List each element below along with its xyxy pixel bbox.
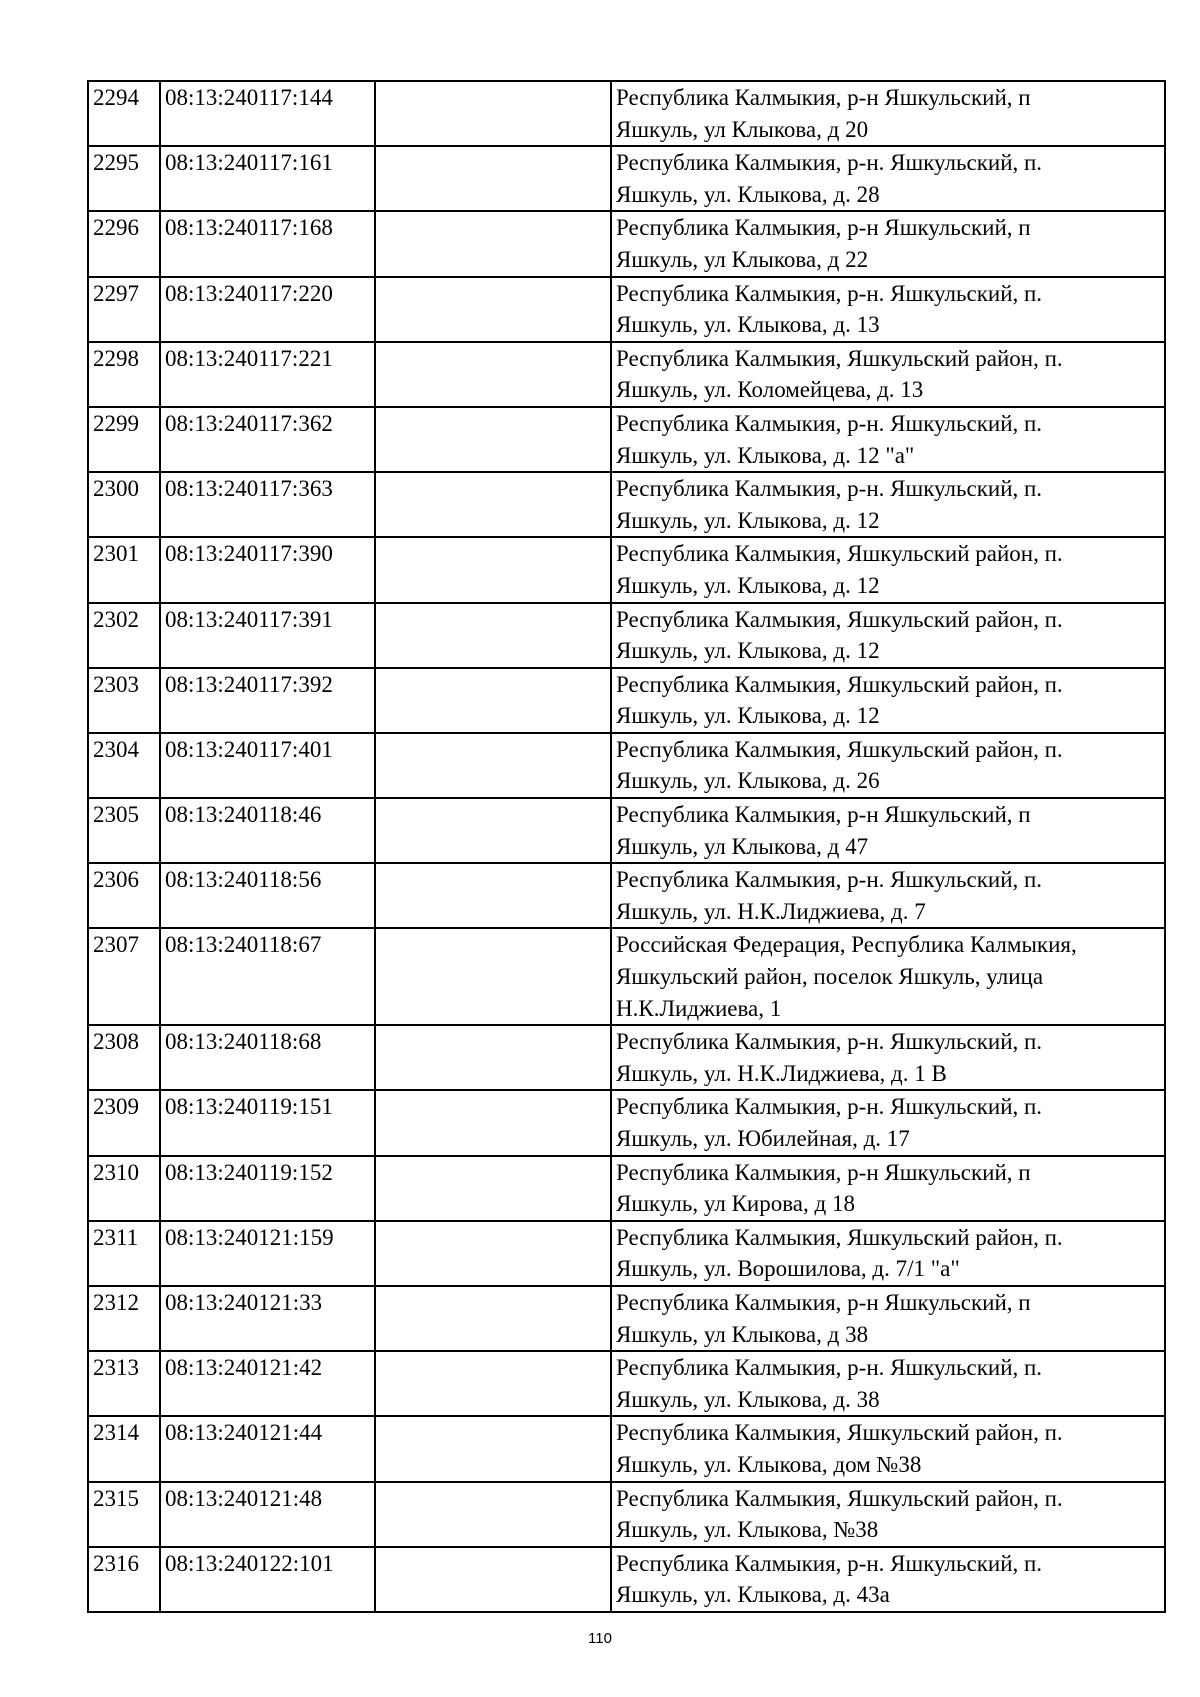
- empty-cell: [375, 1286, 611, 1351]
- address-line: Яшкуль, ул. Н.К.Лиджиева, д. 1 В: [616, 1060, 947, 1086]
- address-line: Яшкуль, ул. Клыкова, д. 12: [616, 572, 880, 598]
- table-row: [88, 1286, 1165, 1351]
- address-line: Яшкульский район, поселок Яшкуль, улица: [616, 964, 1044, 990]
- empty-cell: [375, 211, 611, 276]
- cadastral-number-cell: 08:13:240117:161: [160, 146, 375, 211]
- table-row: [88, 146, 1165, 211]
- address-cell: [611, 733, 1165, 798]
- address-line: Яшкуль, ул. Клыкова, д. 38: [616, 1386, 880, 1412]
- cadastral-number-cell: 08:13:240117:144: [160, 81, 375, 146]
- address-cell: [611, 863, 1165, 928]
- cadastral-number-cell: 08:13:240117:391: [160, 603, 375, 668]
- address-cell: [611, 603, 1165, 668]
- table-row: [88, 1221, 1165, 1286]
- empty-cell: [375, 81, 611, 146]
- row-number-cell: 2295: [88, 146, 160, 211]
- address-line: Республика Калмыкия, р-н. Яшкульский, п.: [616, 1550, 1043, 1576]
- cadastral-number-cell: 08:13:240119:152: [160, 1156, 375, 1221]
- cadastral-number-cell: 08:13:240121:42: [160, 1351, 375, 1416]
- empty-cell: [375, 146, 611, 211]
- row-number-cell: 2308: [88, 1025, 160, 1090]
- table-row: [88, 668, 1165, 733]
- table-row: [88, 798, 1165, 863]
- table-row: [88, 277, 1165, 342]
- row-number-cell: 2304: [88, 733, 160, 798]
- address-line: Яшкуль, ул Клыкова, д 38: [616, 1321, 869, 1347]
- empty-cell: [375, 1351, 611, 1416]
- cadastral-number-cell: 08:13:240117:363: [160, 472, 375, 537]
- cadastral-number-cell: 08:13:240122:101: [160, 1547, 375, 1612]
- address-line: Республика Калмыкия, р-н Яшкульский, п: [616, 1289, 1031, 1315]
- property-table: [87, 80, 1166, 1613]
- address-line: Республика Калмыкия, р-н Яшкульский, п: [616, 802, 1031, 828]
- row-number-cell: 2294: [88, 81, 160, 146]
- table-row: [88, 211, 1165, 276]
- table-row: [88, 537, 1165, 602]
- empty-cell: [375, 928, 611, 1025]
- address-line: Республика Калмыкия, р-н Яшкульский, п: [616, 85, 1031, 110]
- address-cell: [611, 342, 1165, 407]
- address-line: Яшкуль, ул Клыкова, д 47: [616, 833, 869, 859]
- address-line: Яшкуль, ул. Клыкова, №38: [616, 1517, 879, 1543]
- address-line: Яшкуль, ул Клыкова, д 22: [616, 246, 869, 272]
- address-line: Яшкуль, ул Клыкова, д 20: [616, 116, 869, 142]
- empty-cell: [375, 1416, 611, 1481]
- cadastral-number-cell: 08:13:240121:44: [160, 1416, 375, 1481]
- table-row: [88, 1025, 1165, 1090]
- cadastral-number-cell: 08:13:240118:46: [160, 798, 375, 863]
- cadastral-number-cell: 08:13:240117:168: [160, 211, 375, 276]
- address-line: Республика Калмыкия, р-н. Яшкульский, п.: [616, 150, 1043, 176]
- row-number-cell: 2303: [88, 668, 160, 733]
- row-number-cell: 2313: [88, 1351, 160, 1416]
- empty-cell: [375, 277, 611, 342]
- row-number-cell: 2300: [88, 472, 160, 537]
- row-number-cell: 2296: [88, 211, 160, 276]
- empty-cell: [375, 603, 611, 668]
- address-line: Яшкуль, ул. Н.К.Лиджиева, д. 7: [616, 898, 926, 924]
- row-number-cell: 2311: [88, 1221, 160, 1286]
- address-cell: [611, 277, 1165, 342]
- empty-cell: [375, 733, 611, 798]
- row-number-cell: 2312: [88, 1286, 160, 1351]
- address-line: Республика Калмыкия, Яшкульский район, п.: [616, 1485, 1063, 1511]
- address-line: Республика Калмыкия, Яшкульский район, п.: [616, 671, 1063, 697]
- row-number-cell: 2305: [88, 798, 160, 863]
- address-line: Яшкуль, ул. Клыкова, д. 12: [616, 638, 880, 664]
- address-cell: [611, 1351, 1165, 1416]
- table-row: [88, 1156, 1165, 1221]
- address-cell: [611, 1156, 1165, 1221]
- address-line: Республика Калмыкия, Яшкульский район, п.: [616, 541, 1063, 567]
- address-line: Яшкуль, ул. Клыкова, д. 12: [616, 507, 880, 533]
- address-line: Яшкуль, ул. Клыкова, д. 43а: [616, 1582, 890, 1608]
- empty-cell: [375, 472, 611, 537]
- empty-cell: [375, 342, 611, 407]
- empty-cell: [375, 1090, 611, 1155]
- cadastral-number-cell: 08:13:240121:48: [160, 1482, 375, 1547]
- row-number-cell: 2314: [88, 1416, 160, 1481]
- row-number-cell: 2297: [88, 277, 160, 342]
- empty-cell: [375, 1482, 611, 1547]
- address-cell: [611, 81, 1165, 146]
- address-line: Яшкуль, ул. Клыкова, дом №38: [616, 1451, 922, 1477]
- cadastral-number-cell: 08:13:240117:220: [160, 277, 375, 342]
- address-line: Яшкуль, ул. Клыкова, д. 13: [616, 312, 880, 338]
- address-line: Н.К.Лиджиева, 1: [616, 995, 782, 1021]
- address-line: Республика Калмыкия, р-н. Яшкульский, п.: [616, 476, 1043, 502]
- table-row: [88, 1547, 1165, 1612]
- address-line: Яшкуль, ул. Клыкова, д. 12 "а": [616, 442, 915, 468]
- address-line: Яшкуль, ул. Юбилейная, д. 17: [616, 1126, 910, 1151]
- empty-cell: [375, 1156, 611, 1221]
- row-number-cell: 2310: [88, 1156, 160, 1221]
- address-cell: [611, 1221, 1165, 1286]
- table-row: [88, 342, 1165, 407]
- address-cell: [611, 1482, 1165, 1547]
- address-line: Республика Калмыкия, Яшкульский район, п.: [616, 736, 1063, 762]
- empty-cell: [375, 1221, 611, 1286]
- address-line: Республика Калмыкия, Яшкульский район, п.: [616, 606, 1063, 632]
- address-line: Республика Калмыкия, Яшкульский район, п.: [616, 345, 1063, 371]
- address-line: Республика Калмыкия, р-н. Яшкульский, п.: [616, 280, 1043, 306]
- row-number-cell: 2298: [88, 342, 160, 407]
- empty-cell: [375, 537, 611, 602]
- address-line: Республика Калмыкия, р-н. Яшкульский, п.: [616, 1355, 1043, 1381]
- address-line: Российская Федерация, Республика Калмыкия,: [616, 932, 1077, 958]
- empty-cell: [375, 863, 611, 928]
- address-line: Республика Калмыкия, р-н. Яшкульский, п.: [616, 1029, 1043, 1055]
- table-row: [88, 1090, 1165, 1155]
- row-number-cell: 2309: [88, 1090, 160, 1155]
- address-cell: [611, 472, 1165, 537]
- table-body: [88, 81, 1165, 1612]
- table-row: [88, 733, 1165, 798]
- cadastral-number-cell: 08:13:240117:362: [160, 407, 375, 472]
- cadastral-number-cell: 08:13:240121:159: [160, 1221, 375, 1286]
- row-number-cell: 2307: [88, 928, 160, 1025]
- cadastral-number-cell: 08:13:240118:56: [160, 863, 375, 928]
- address-line: Республика Калмыкия, р-н. Яшкульский, п.: [616, 867, 1043, 893]
- address-cell: [611, 668, 1165, 733]
- address-line: Республика Калмыкия, р-н Яшкульский, п: [616, 1159, 1031, 1185]
- address-line: Республика Калмыкия, р-н. Яшкульский, п.: [616, 1094, 1043, 1120]
- row-number-cell: 2316: [88, 1547, 160, 1612]
- address-line: Республика Калмыкия, Яшкульский район, п.: [616, 1224, 1063, 1250]
- empty-cell: [375, 407, 611, 472]
- address-cell: [611, 407, 1165, 472]
- address-line: Яшкуль, ул Кирова, д 18: [616, 1191, 855, 1217]
- empty-cell: [375, 668, 611, 733]
- cadastral-number-cell: 08:13:240117:221: [160, 342, 375, 407]
- empty-cell: [375, 1025, 611, 1090]
- address-line: Республика Калмыкия, Яшкульский район, п.: [616, 1420, 1063, 1446]
- address-cell: [611, 1025, 1165, 1090]
- address-line: Республика Калмыкия, р-н Яшкульский, п: [616, 215, 1031, 241]
- table-row: [88, 1482, 1165, 1547]
- address-cell: [611, 1090, 1165, 1155]
- address-line: Яшкуль, ул. Клыкова, д. 12: [616, 703, 880, 729]
- page-number: 110: [588, 1630, 612, 1647]
- address-cell: [611, 1416, 1165, 1481]
- table-row: [88, 472, 1165, 537]
- table-row: [88, 407, 1165, 472]
- cadastral-number-cell: 08:13:240117:401: [160, 733, 375, 798]
- cadastral-number-cell: 08:13:240117:392: [160, 668, 375, 733]
- table-row: [88, 1351, 1165, 1416]
- address-cell: [611, 928, 1165, 1025]
- address-cell: [611, 1547, 1165, 1612]
- address-line: Яшкуль, ул. Ворошилова, д. 7/1 "а": [616, 1256, 960, 1282]
- row-number-cell: 2306: [88, 863, 160, 928]
- cadastral-number-cell: 08:13:240121:33: [160, 1286, 375, 1351]
- row-number-cell: 2315: [88, 1482, 160, 1547]
- cadastral-number-cell: 08:13:240117:390: [160, 537, 375, 602]
- address-line: Яшкуль, ул. Клыкова, д. 28: [616, 181, 880, 207]
- address-line: Республика Калмыкия, р-н. Яшкульский, п.: [616, 410, 1043, 436]
- address-cell: [611, 1286, 1165, 1351]
- address-line: Яшкуль, ул. Клыкова, д. 26: [616, 768, 880, 794]
- table-row: [88, 863, 1165, 928]
- cadastral-number-cell: 08:13:240119:151: [160, 1090, 375, 1155]
- row-number-cell: 2299: [88, 407, 160, 472]
- address-cell: [611, 211, 1165, 276]
- table-row: [88, 81, 1165, 146]
- address-cell: [611, 798, 1165, 863]
- table-row: [88, 928, 1165, 1025]
- address-cell: [611, 537, 1165, 602]
- empty-cell: [375, 1547, 611, 1612]
- table-row: [88, 1416, 1165, 1481]
- cadastral-number-cell: 08:13:240118:67: [160, 928, 375, 1025]
- address-cell: [611, 146, 1165, 211]
- row-number-cell: 2302: [88, 603, 160, 668]
- empty-cell: [375, 798, 611, 863]
- table-row: [88, 603, 1165, 668]
- address-line: Яшкуль, ул. Коломейцева, д. 13: [616, 377, 924, 403]
- cadastral-number-cell: 08:13:240118:68: [160, 1025, 375, 1090]
- row-number-cell: 2301: [88, 537, 160, 602]
